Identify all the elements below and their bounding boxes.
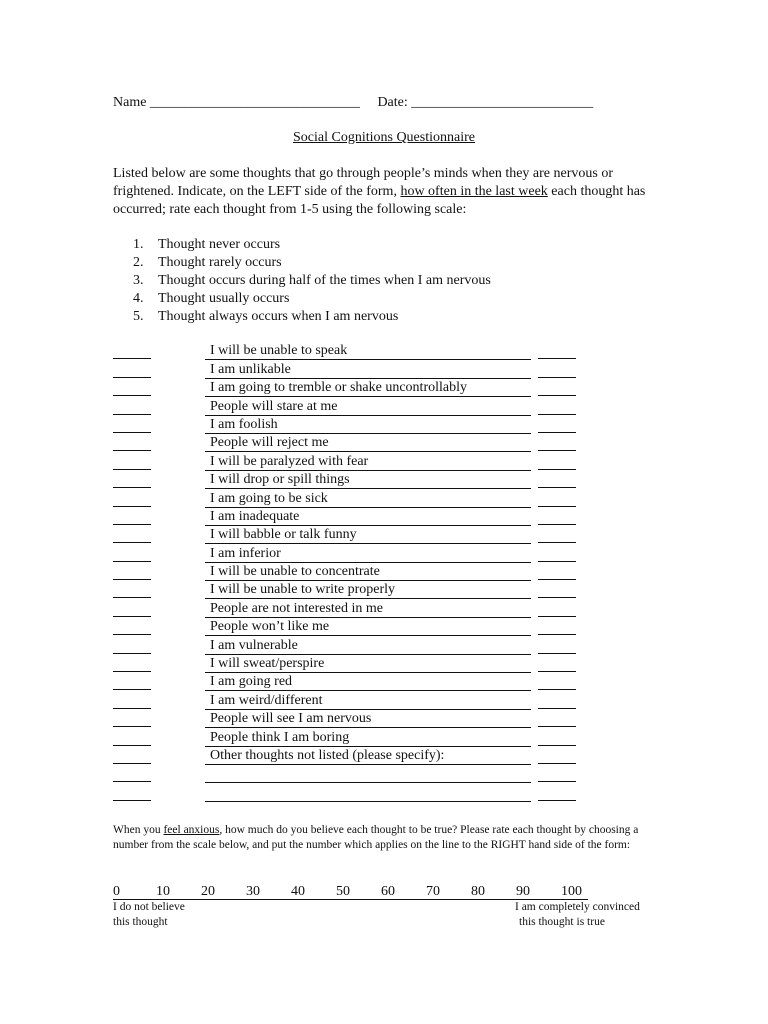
high-anchor-line2: this thought is true [519,916,605,928]
low-anchor [113,900,185,930]
thought-row [0,748,768,766]
belief-rating-blank[interactable] [538,745,576,746]
thought-row [0,784,768,802]
thought-text: I am vulnerable [205,638,531,655]
belief-rating-blank[interactable] [538,542,576,543]
scale-item [133,290,491,308]
scale-item-number: 3. [133,273,144,288]
belief-rating-blank[interactable] [538,689,576,690]
thought-text: People will reject me [205,435,531,452]
thought-row [0,417,768,435]
frequency-rating-blank[interactable] [113,653,151,654]
frequency-rating-blank[interactable] [113,432,151,433]
frequency-rating-blank[interactable] [113,450,151,451]
thought-rating-rows [0,343,768,803]
belief-scale-tick: 10 [156,884,170,899]
belief-scale-tick: 90 [516,884,530,899]
scale-item-number: 2. [133,255,144,270]
frequency-rating-blank[interactable] [113,579,151,580]
belief-rating-blank[interactable] [538,524,576,525]
belief-scale-tick: 40 [291,884,305,899]
low-anchor-line2: this thought [113,916,168,928]
belief-rating-blank[interactable] [538,579,576,580]
instructions-text-2: each thought has occurred; rate each thought from 1-5 using the following scale: [113,184,646,217]
thought-row [0,711,768,729]
belief-text-2: , how much do you believe each thought to be true? Please rate each thought by choosing a number from the scale below, and put the number which applies on the line to the RIGHT hand side of the form: [113,824,639,851]
thought-row [0,729,768,747]
high-anchor-line1: I am completely convinced [515,901,640,913]
frequency-rating-blank[interactable] [113,487,151,488]
thought-text: I am unlikable [205,362,531,379]
scale-item-label: Thought occurs during half of the times when I am nervous [158,273,491,288]
thought-text[interactable] [205,785,531,802]
frequency-rating-blank[interactable] [113,414,151,415]
thought-row [0,692,768,710]
belief-rating-blank[interactable] [538,358,576,359]
belief-scale-tick: 20 [201,884,215,899]
instructions-emphasis: how often in the last week [400,184,548,199]
belief-rating-blank[interactable] [538,377,576,378]
belief-rating-blank[interactable] [538,708,576,709]
belief-rating-blank[interactable] [538,616,576,617]
thought-text: I am going red [205,674,531,691]
frequency-rating-blank[interactable] [113,763,151,764]
belief-scale-tick: 80 [471,884,485,899]
thought-text[interactable] [205,766,531,783]
belief-rating-blank[interactable] [538,597,576,598]
frequency-rating-blank[interactable] [113,542,151,543]
belief-rating-blank[interactable] [538,432,576,433]
thought-text: I will be unable to speak [205,343,531,360]
belief-scale-tick: 50 [336,884,350,899]
scale-item-label: Thought always occurs when I am nervous [158,309,399,324]
belief-emphasis: feel anxious [163,824,220,836]
scale-item-number: 4. [133,291,144,306]
date-field[interactable]: Date: __________________________ [377,95,594,110]
thought-text: People will see I am nervous [205,711,531,728]
belief-scale-tick: 60 [381,884,395,899]
frequency-rating-blank[interactable] [113,377,151,378]
belief-rating-blank[interactable] [538,653,576,654]
thought-text: I will be paralyzed with fear [205,454,531,471]
frequency-rating-blank[interactable] [113,800,151,801]
thought-row [0,766,768,784]
frequency-rating-blank[interactable] [113,358,151,359]
thought-text: Other thoughts not listed (please specify): [205,748,531,765]
belief-rating-blank[interactable] [538,671,576,672]
frequency-rating-blank[interactable] [113,726,151,727]
frequency-rating-blank[interactable] [113,689,151,690]
belief-scale-tick: 70 [426,884,440,899]
low-anchor-line1: I do not believe [113,901,185,913]
thought-text: I am going to be sick [205,491,531,508]
frequency-rating-blank[interactable] [113,469,151,470]
thought-text: I am going to tremble or shake uncontrollably [205,380,531,397]
thought-text: I will sweat/perspire [205,656,531,673]
belief-scale-tick: 30 [246,884,260,899]
thought-text: I am inadequate [205,509,531,526]
scale-item [133,308,491,326]
thought-row [0,361,768,379]
thought-row [0,435,768,453]
thought-text: I will be unable to write properly [205,582,531,599]
belief-scale-line [113,884,588,900]
thought-text: People won’t like me [205,619,531,636]
high-anchor [515,900,640,930]
scale-item-number: 5. [133,309,144,324]
belief-rating-blank[interactable] [538,781,576,782]
belief-rating-blank[interactable] [538,726,576,727]
frequency-rating-blank[interactable] [113,745,151,746]
frequency-rating-blank[interactable] [113,616,151,617]
belief-scale-tick: 0 [113,884,120,899]
thought-row [0,527,768,545]
thought-text: People are not interested in me [205,601,531,618]
frequency-scale-list [133,236,491,326]
belief-scale-tick: 100 [561,884,582,899]
belief-rating-blank[interactable] [538,450,576,451]
thought-row [0,674,768,692]
scale-item-label: Thought never occurs [158,237,281,252]
instructions-paragraph [113,165,673,219]
thought-text: People think I am boring [205,730,531,747]
belief-text-1: When you [113,824,164,836]
scale-item [133,272,491,290]
belief-rating-blank[interactable] [538,414,576,415]
scale-item [133,254,491,272]
thought-row [0,509,768,527]
thought-row [0,380,768,398]
frequency-rating-blank[interactable] [113,708,151,709]
scale-item-label: Thought usually occurs [158,291,290,306]
frequency-rating-blank[interactable] [113,597,151,598]
belief-rating-blank[interactable] [538,800,576,801]
instructions-text-1: Listed below are some thoughts that go through people’s minds when they are nervous or frightened. Indicate, on the LEFT side of the form, [113,166,614,199]
frequency-rating-blank[interactable] [113,561,151,562]
belief-instructions [113,823,658,853]
page-title: Social Cognitions Questionnaire [293,130,475,145]
frequency-rating-blank[interactable] [113,781,151,782]
name-field[interactable]: Name ______________________________ [113,95,360,110]
frequency-rating-blank[interactable] [113,506,151,507]
thought-row [0,343,768,361]
belief-rating-blank[interactable] [538,506,576,507]
thought-text: I will babble or talk funny [205,527,531,544]
header-fields [113,94,593,111]
belief-rating-blank[interactable] [538,561,576,562]
thought-row [0,600,768,618]
frequency-rating-blank[interactable] [113,671,151,672]
thought-text: I am foolish [205,417,531,434]
thought-row [0,545,768,563]
belief-rating-blank[interactable] [538,487,576,488]
belief-rating-blank[interactable] [538,763,576,764]
thought-text: People will stare at me [205,399,531,416]
thought-text: I will drop or spill things [205,472,531,489]
thought-row [0,637,768,655]
thought-row [0,619,768,637]
thought-text: I will be unable to concentrate [205,564,531,581]
thought-row [0,656,768,674]
frequency-rating-blank[interactable] [113,634,151,635]
belief-rating-blank[interactable] [538,634,576,635]
scale-item-number: 1. [133,237,144,252]
thought-row [0,564,768,582]
thought-row [0,472,768,490]
scale-item-label: Thought rarely occurs [158,255,282,270]
thought-text: I am inferior [205,546,531,563]
scale-item [133,236,491,254]
thought-row [0,453,768,471]
thought-row [0,490,768,508]
belief-rating-blank[interactable] [538,469,576,470]
frequency-rating-blank[interactable] [113,395,151,396]
thought-text: I am weird/different [205,693,531,710]
thought-row [0,398,768,416]
thought-row [0,582,768,600]
belief-rating-blank[interactable] [538,395,576,396]
frequency-rating-blank[interactable] [113,524,151,525]
